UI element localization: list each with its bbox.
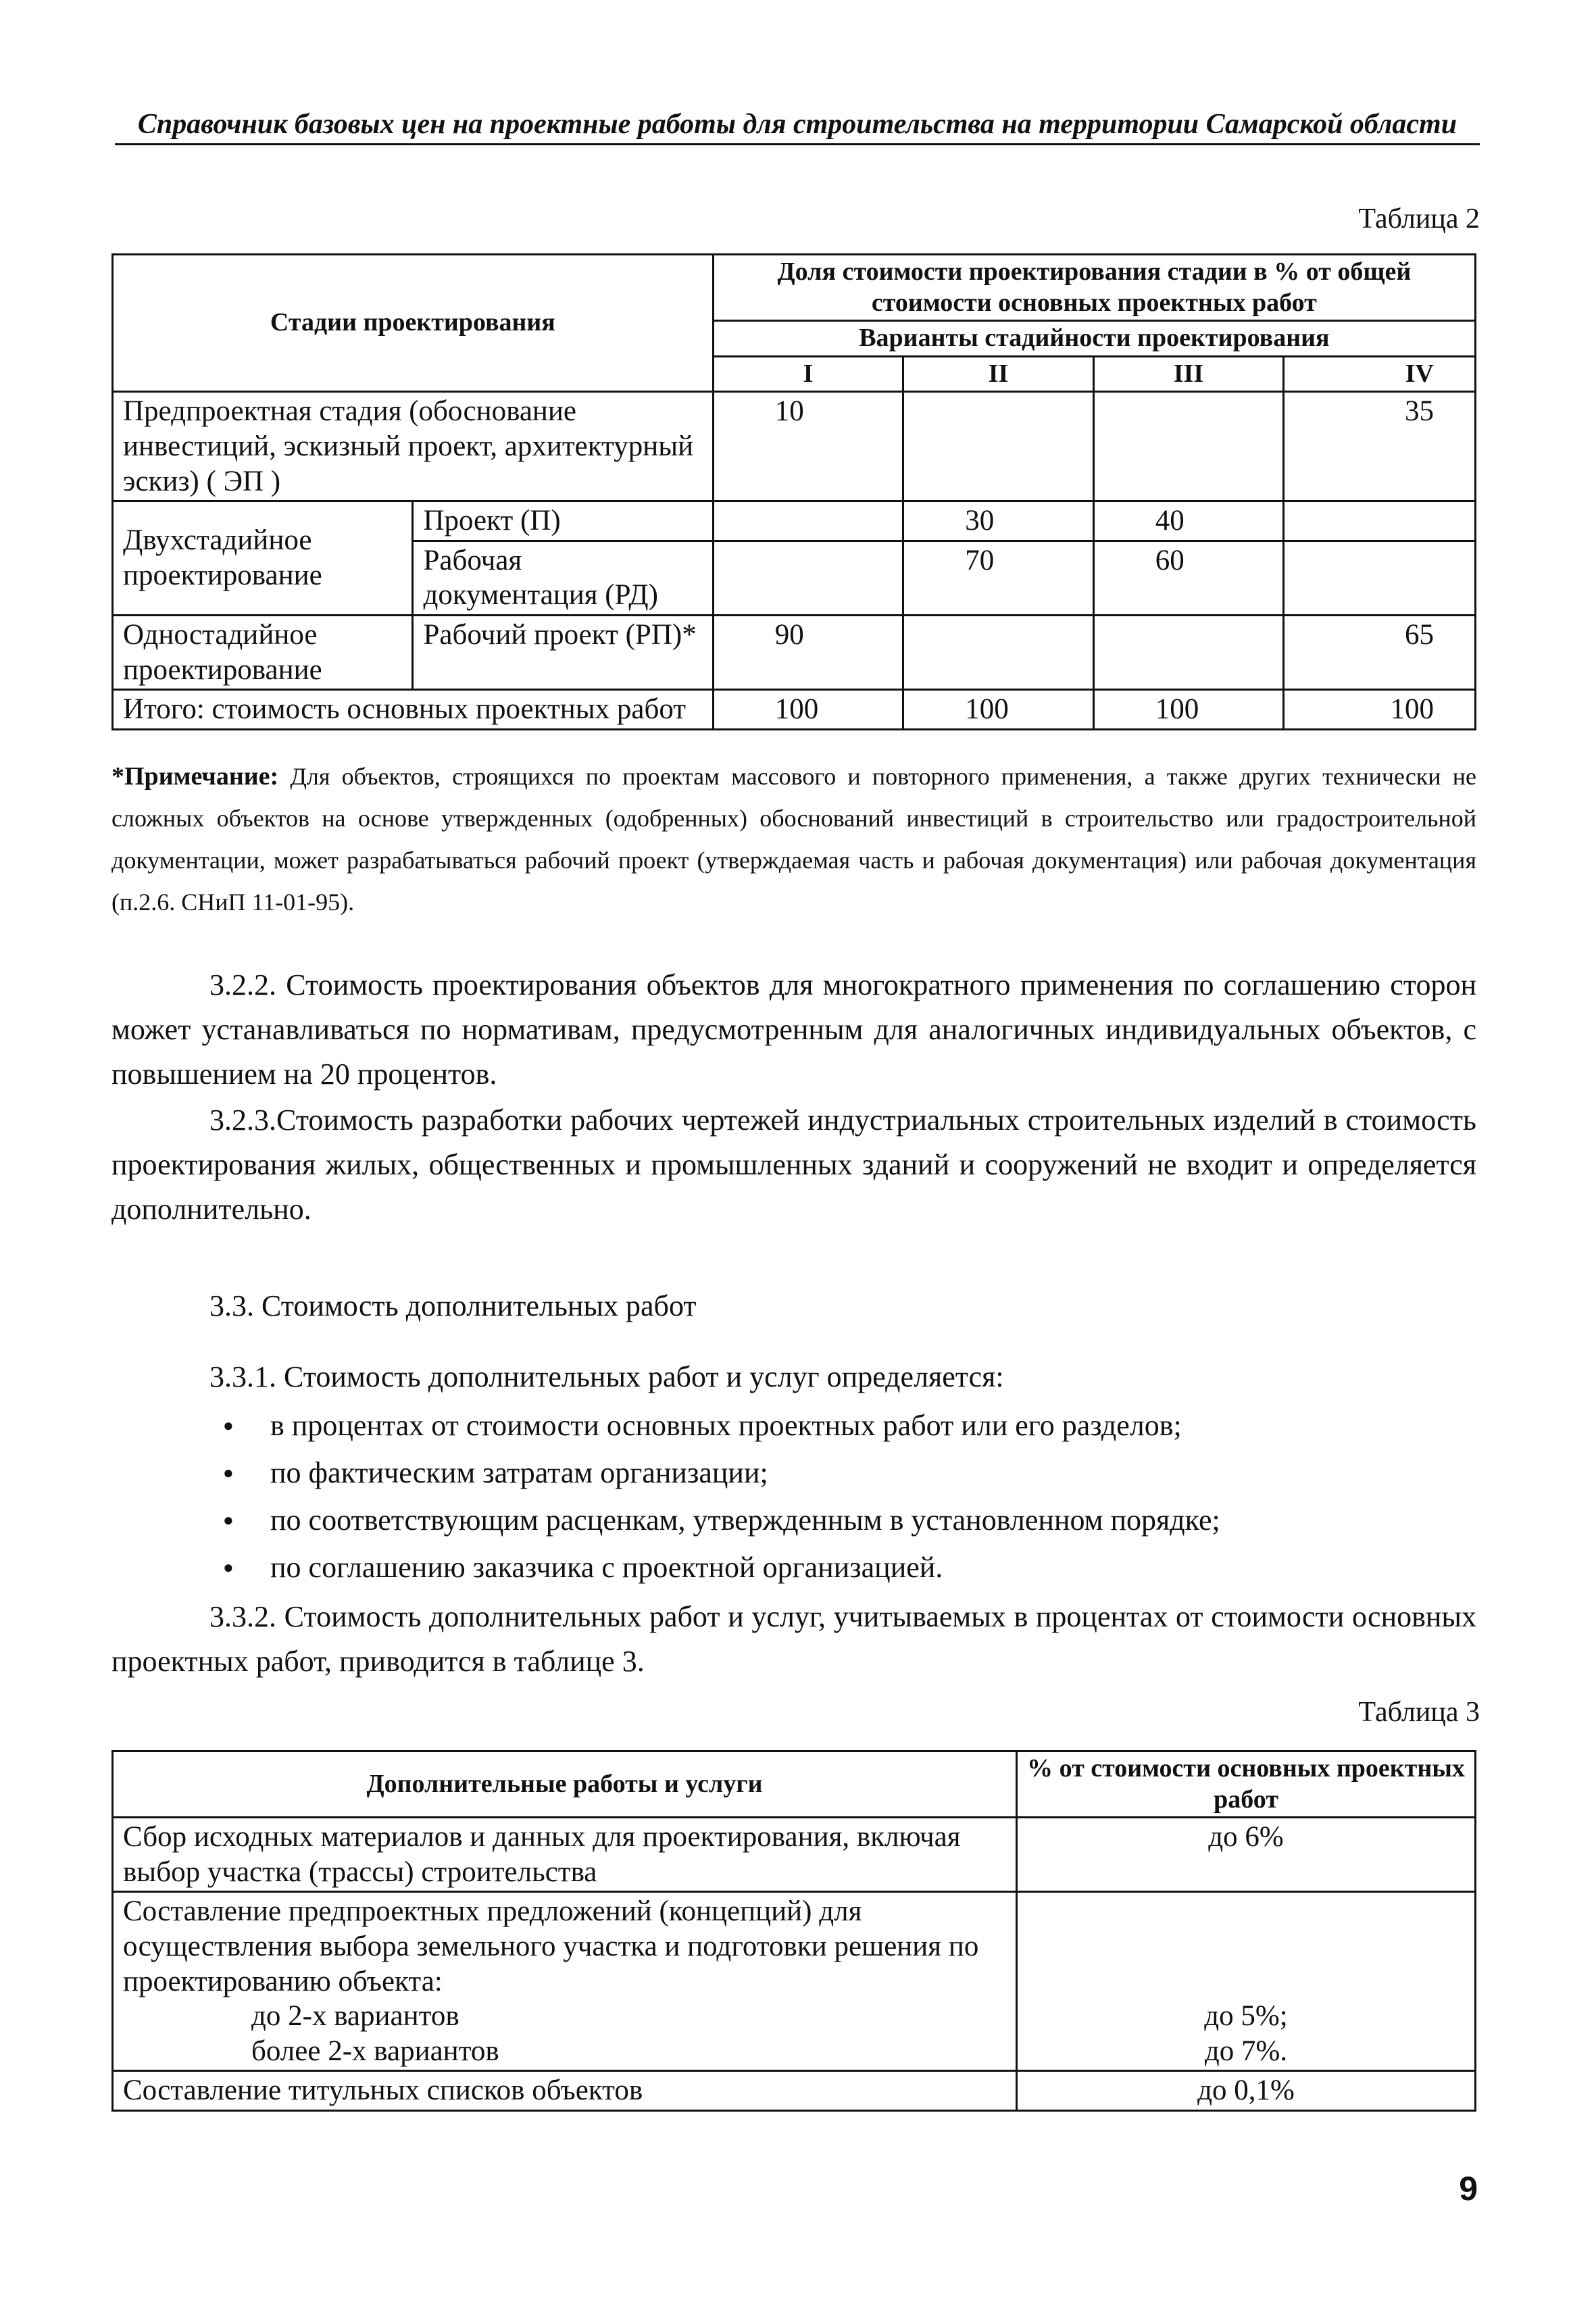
cell: 40 — [1093, 501, 1284, 541]
paragraph-3-3-1: 3.3.1. Стоимость дополнительных работ и услуг определяется: — [209, 1360, 1004, 1393]
variant-iv: IV — [1284, 356, 1476, 392]
table2-share-header: Доля стоимости проектирования стадии в % от общей стоимости основных проектных работ — [713, 255, 1475, 321]
cell: 35 — [1284, 392, 1476, 501]
cell: 100 — [1093, 690, 1284, 730]
cell: 60 — [1093, 541, 1284, 615]
paragraph-3-2-2: 3.2.2. Стоимость проектирования объектов для многократного применения по соглашению сторон может устанавливаться по нормативам, предусмотренным для аналогичных индивидуальных объектов, с повышением на 20 процентов. — [111, 968, 1476, 1091]
row-label: Сбор исходных материалов и данных для проектирования, включая выбор участка (трассы) строительства — [113, 1818, 1017, 1892]
cell: до 0,1% — [1016, 2071, 1475, 2111]
list-item: ● по соответствующим расценкам, утвержденным в установленном порядке; — [216, 1497, 1473, 1544]
cell-value: до 7%. — [1204, 2035, 1288, 2067]
table-row — [113, 501, 1476, 541]
cell: 100 — [713, 690, 903, 730]
table3-caption: Таблица 3 — [1358, 1697, 1480, 1728]
cell — [1284, 501, 1476, 541]
row-label — [113, 1892, 1017, 2071]
table-3 — [111, 1750, 1476, 2112]
row-sub-label: более 2-х вариантов — [251, 2035, 499, 2067]
variant-i: I — [713, 356, 903, 392]
row-label-one-stage: Одностадийное проектирование — [113, 615, 413, 689]
table2-note — [111, 755, 1476, 923]
table2-stage-header: Стадии проектирования — [113, 255, 714, 392]
table2-caption: Таблица 2 — [1358, 203, 1480, 234]
table-row — [113, 615, 1476, 689]
page-number: 9 — [1459, 2170, 1478, 2208]
list-item: ● по фактическим затратам организации; — [216, 1449, 1473, 1497]
row-label-two-stage: Двухстадийное проектирование — [113, 501, 413, 616]
variant-iii: III — [1093, 356, 1284, 392]
row-sub-label: до 2-х вариантов — [251, 2000, 459, 2033]
list-item: ● по соглашению заказчика с проектной организацией. — [216, 1544, 1473, 1591]
table-2 — [111, 253, 1476, 730]
row-label-total: Итого: стоимость основных проектных работ — [113, 690, 714, 730]
note-text: Для объектов, строящихся по проектам массового и повторного применения, а также других технически не сложных объектов на основе утвержденных (одобренных) обоснований инвестиций в строительство или градостроительной документации, может разрабатываться рабочий проект (утверждаемая часть и рабочая документация) или рабочая документация (п.2.6. СНиП 11-01-95). — [111, 763, 1477, 916]
cell: 10 — [713, 392, 903, 501]
cell — [903, 392, 1094, 501]
bullet-list — [216, 1402, 1473, 1591]
table2-header-row — [113, 255, 1476, 321]
cell: 65 — [1284, 615, 1476, 689]
cell-value: до 5%; — [1204, 2000, 1288, 2033]
row-label-preproject: Предпроектная стадия (обоснование инвестиций, эскизный проект, архитектурный эскиз) ( ЭП ) — [113, 392, 714, 501]
table3-pct-header: % от стоимости основных проектных работ — [1016, 1751, 1475, 1818]
running-header: Справочник базовых цен на проектные работы для строительства на территории Самарской области — [115, 108, 1480, 145]
paragraph-3-3-2: 3.3.2. Стоимость дополнительных работ и услуг, учитываемых в процентах от стоимости основных проектных работ, приводится в таблице 3. — [111, 1600, 1476, 1678]
list-item: ● в процентах от стоимости основных проектных работ или его разделов; — [216, 1402, 1473, 1449]
cell: до 6% — [1016, 1818, 1475, 1892]
cell: 100 — [1284, 690, 1476, 730]
cell — [713, 541, 903, 615]
cell: 70 — [903, 541, 1094, 615]
row-label-project: Проект (П) — [413, 501, 713, 541]
table-row — [113, 1892, 1476, 2071]
cell — [1093, 615, 1284, 689]
cell — [713, 501, 903, 541]
cell: 100 — [903, 690, 1094, 730]
cell: 30 — [903, 501, 1094, 541]
cell: 90 — [713, 615, 903, 689]
row-label-text: Составление предпроектных предложений (концепций) для осуществления выбора земельного участка и подготовки решения по проектированию объекта: — [123, 1895, 979, 1997]
cell — [1016, 1892, 1475, 2071]
table-row — [113, 2071, 1476, 2111]
table-row — [113, 392, 1476, 501]
row-label-working-project: Рабочий проект (РП)* — [413, 615, 713, 689]
cell — [1284, 541, 1476, 615]
cell — [903, 615, 1094, 689]
cell — [1093, 392, 1284, 501]
paragraph-3-2-3: 3.2.3.Стоимость разработки рабочих чертежей индустриальных строительных изделий в стоимость проектирования жилых, общественных и промышленных зданий и сооружений не входит и определяется дополнительно. — [111, 1103, 1476, 1226]
variant-ii: II — [903, 356, 1094, 392]
table-row — [113, 690, 1476, 730]
row-label: Составление титульных списков объектов — [113, 2071, 1017, 2111]
note-lead: *Примечание: — [111, 762, 279, 791]
table2-variants-header: Варианты стадийности проектирования — [713, 321, 1475, 357]
table3-header-row — [113, 1751, 1476, 1818]
table3-work-header: Дополнительные работы и услуги — [113, 1751, 1017, 1818]
table-row — [113, 1818, 1476, 1892]
section-heading-3-3: 3.3. Стоимость дополнительных работ — [209, 1289, 697, 1322]
row-label-working-doc: Рабочая документация (РД) — [413, 541, 713, 615]
